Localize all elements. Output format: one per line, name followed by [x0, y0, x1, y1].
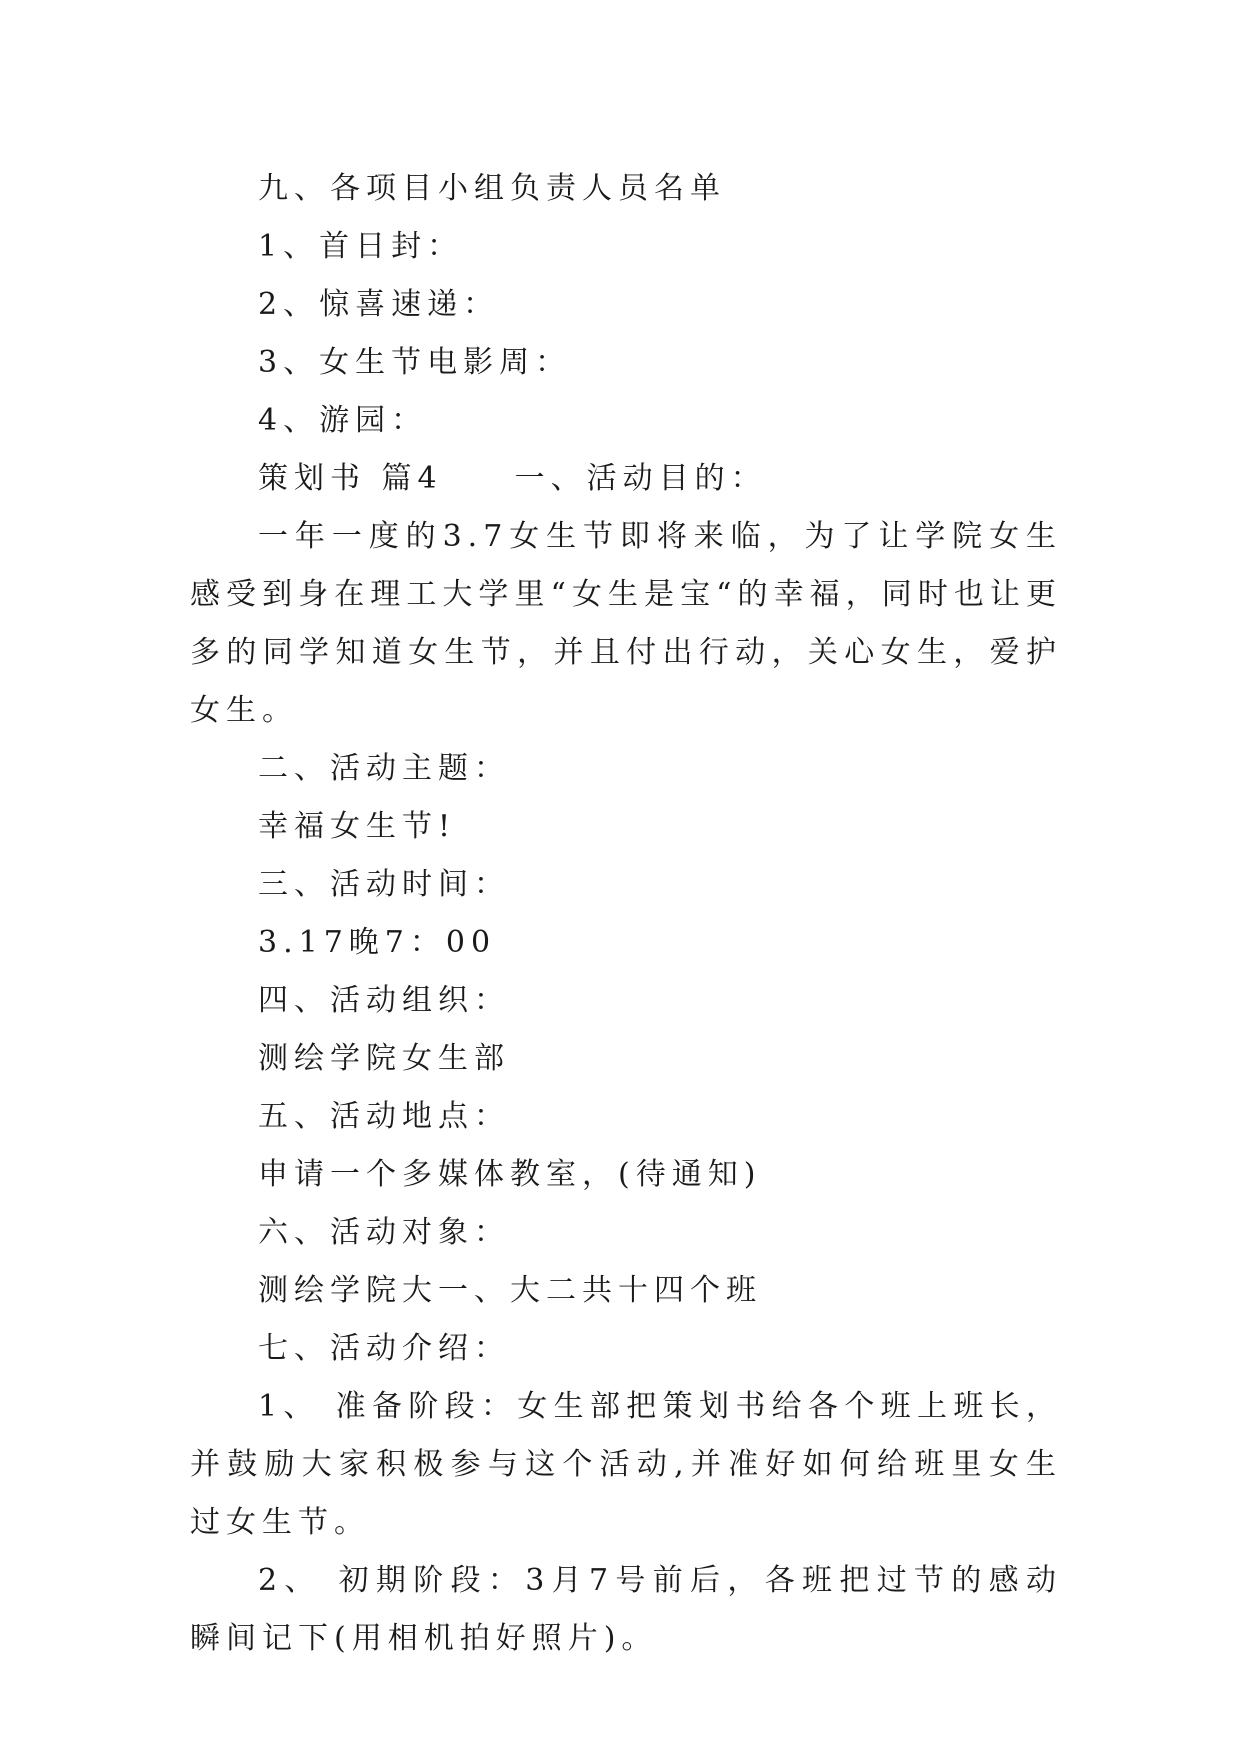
heading-organizer: 四、活动组织： [258, 983, 510, 1018]
paragraph-preparation-stage: 1、 准备阶段：女生部把策划书给各个班上班长，并鼓励大家积极参与这个活动,并准好如何给班里女生过女生节。 [190, 1389, 1062, 1540]
item-surprise-delivery: 2、惊喜速递： [258, 287, 500, 322]
heading-theme: 二、活动主题： [258, 751, 510, 786]
heading-plan-4-purpose: 策划书 篇4 一、活动目的： [258, 461, 767, 496]
heading-location: 五、活动地点： [258, 1099, 510, 1134]
item-garden-party: 4、游园： [258, 403, 428, 438]
paragraph-organizer: 测绘学院女生部 [258, 1041, 510, 1076]
heading-team-leaders: 九、各项目小组负责人员名单 [258, 171, 726, 206]
heading-introduction: 七、活动介绍： [258, 1331, 510, 1366]
paragraph-location: 申请一个多媒体教室，(待通知) [258, 1157, 762, 1192]
heading-audience: 六、活动对象： [258, 1215, 510, 1250]
item-film-week: 3、女生节电影周： [258, 345, 572, 380]
paragraph-theme: 幸福女生节! [258, 809, 457, 844]
item-first-day-cover: 1、首日封： [258, 229, 464, 264]
paragraph-audience: 测绘学院大一、大二共十四个班 [258, 1273, 762, 1308]
heading-time: 三、活动时间： [258, 867, 510, 902]
document-body [190, 160, 1062, 1668]
paragraph-time: 3.17晚7：00 [258, 925, 497, 960]
paragraph-initial-stage: 2、 初期阶段：3月7号前后，各班把过节的感动瞬间记下(用相机拍好照片)。 [190, 1563, 1062, 1656]
paragraph-purpose: 一年一度的3.7女生节即将来临，为了让学院女生感受到身在理工大学里“女生是宝“的幸福，同时也让更多的同学知道女生节，并且付出行动，关心女生，爱护女生。 [190, 519, 1062, 728]
